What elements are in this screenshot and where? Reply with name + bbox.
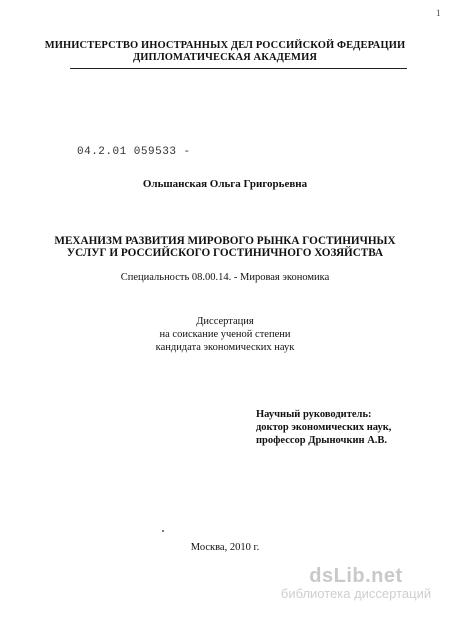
degree-line-2: на соискание ученой степени: [159, 329, 291, 340]
supervisor-line-2: доктор экономических наук,: [256, 422, 392, 433]
city-year: Москва, 2010 г.: [190, 542, 260, 553]
supervisor-block: [256, 408, 391, 447]
dissertation-title: [0, 235, 450, 259]
title-line-2: УСЛУГ И РОССИЙСКОГО ГОСТИНИЧНОГО ХОЗЯЙСТВА: [66, 247, 384, 259]
ministry-header: [0, 40, 450, 64]
watermark-subtitle: библиотека диссертаций: [280, 586, 432, 601]
author-name: Ольшанская Ольга Григорьевна: [142, 178, 308, 190]
title-line-1: МЕХАНИЗМ РАЗВИТИЯ МИРОВОГО РЫНКА ГОСТИНИЧНЫХ: [54, 235, 396, 247]
specialty: Специальность 08.00.14. - Мировая экономика: [120, 272, 330, 283]
page-number: 1: [436, 8, 441, 18]
degree-line-1: Диссертация: [196, 316, 254, 327]
catalog-stamp: 04.2.01 059533 -: [77, 146, 191, 158]
degree-line-3: кандидата экономических наук: [155, 342, 295, 353]
stray-dot: [162, 530, 164, 532]
watermark-logo: dsLib.net: [309, 565, 403, 587]
supervisor-line-1: Научный руководитель:: [256, 409, 372, 420]
ministry-line-1: МИНИСТЕРСТВО ИНОСТРАННЫХ ДЕЛ РОССИЙСКОЙ ФЕДЕРАЦИИ: [44, 40, 406, 51]
dslib-watermark: [268, 565, 444, 601]
supervisor-line-3: профессор Дрыночкин А.В.: [256, 435, 388, 446]
degree-block: [0, 315, 450, 354]
ministry-line-2: ДИПЛОМАТИЧЕСКАЯ АКАДЕМИЯ: [132, 52, 318, 63]
header-divider: [70, 68, 407, 69]
